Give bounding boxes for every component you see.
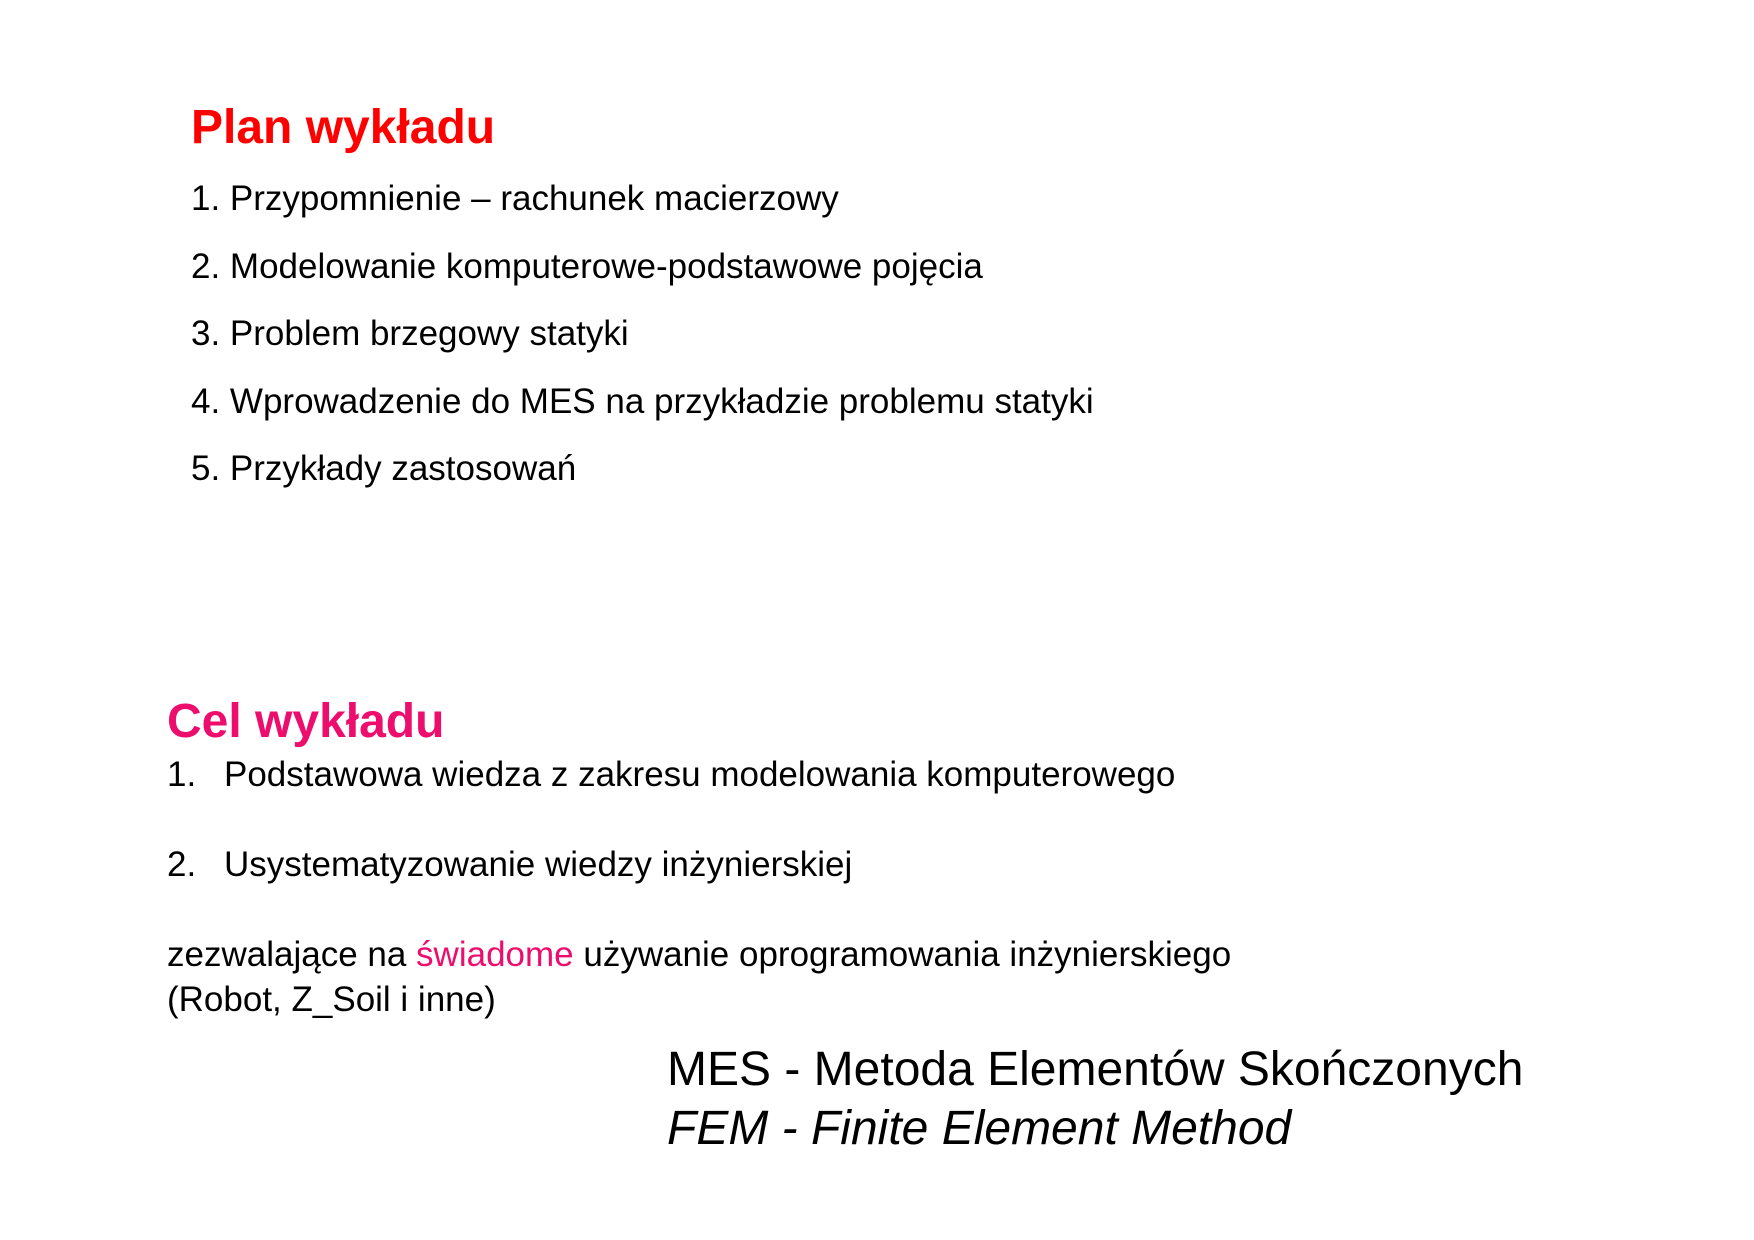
- goal-examples: (Robot, Z_Soil i inne): [167, 980, 496, 1019]
- plan-title: Plan wykładu: [191, 101, 496, 154]
- plan-list: [191, 175, 1094, 513]
- fem-definition: FEM - Finite Element Method: [667, 1102, 1292, 1155]
- statement-highlight: świadome: [416, 935, 574, 974]
- plan-item: 1. Przypomnienie – rachunek macierzowy: [191, 179, 839, 218]
- goal-item-number: 1.: [167, 755, 197, 794]
- goal-item-text: Usystematyzowanie wiedzy inżynierskiej: [224, 845, 853, 884]
- goal-statement: [167, 932, 1231, 1022]
- goal-title: Cel wykładu: [167, 695, 445, 748]
- plan-item: 5. Przykłady zastosowań: [191, 449, 577, 488]
- goal-item-text: Podstawowa wiedza z zakresu modelowania komputerowego: [224, 755, 1176, 794]
- statement-after: używanie oprogramowania inżynierskiego: [573, 935, 1232, 974]
- statement-before: zezwalające na: [167, 935, 417, 974]
- plan-item: 4. Wprowadzenie do MES na przykładzie problemu statyki: [191, 381, 1094, 421]
- goal-item-number: 2.: [167, 845, 197, 884]
- goal-item: [167, 751, 1175, 799]
- plan-item: 3. Problem brzegowy statyki: [191, 314, 629, 353]
- goal-item: [167, 841, 852, 889]
- mes-definition: MES - Metoda Elementów Skończonych: [667, 1043, 1524, 1096]
- goal-statement-line: [167, 932, 1231, 977]
- plan-item: 2. Modelowanie komputerowe-podstawowe pojęcia: [191, 246, 983, 286]
